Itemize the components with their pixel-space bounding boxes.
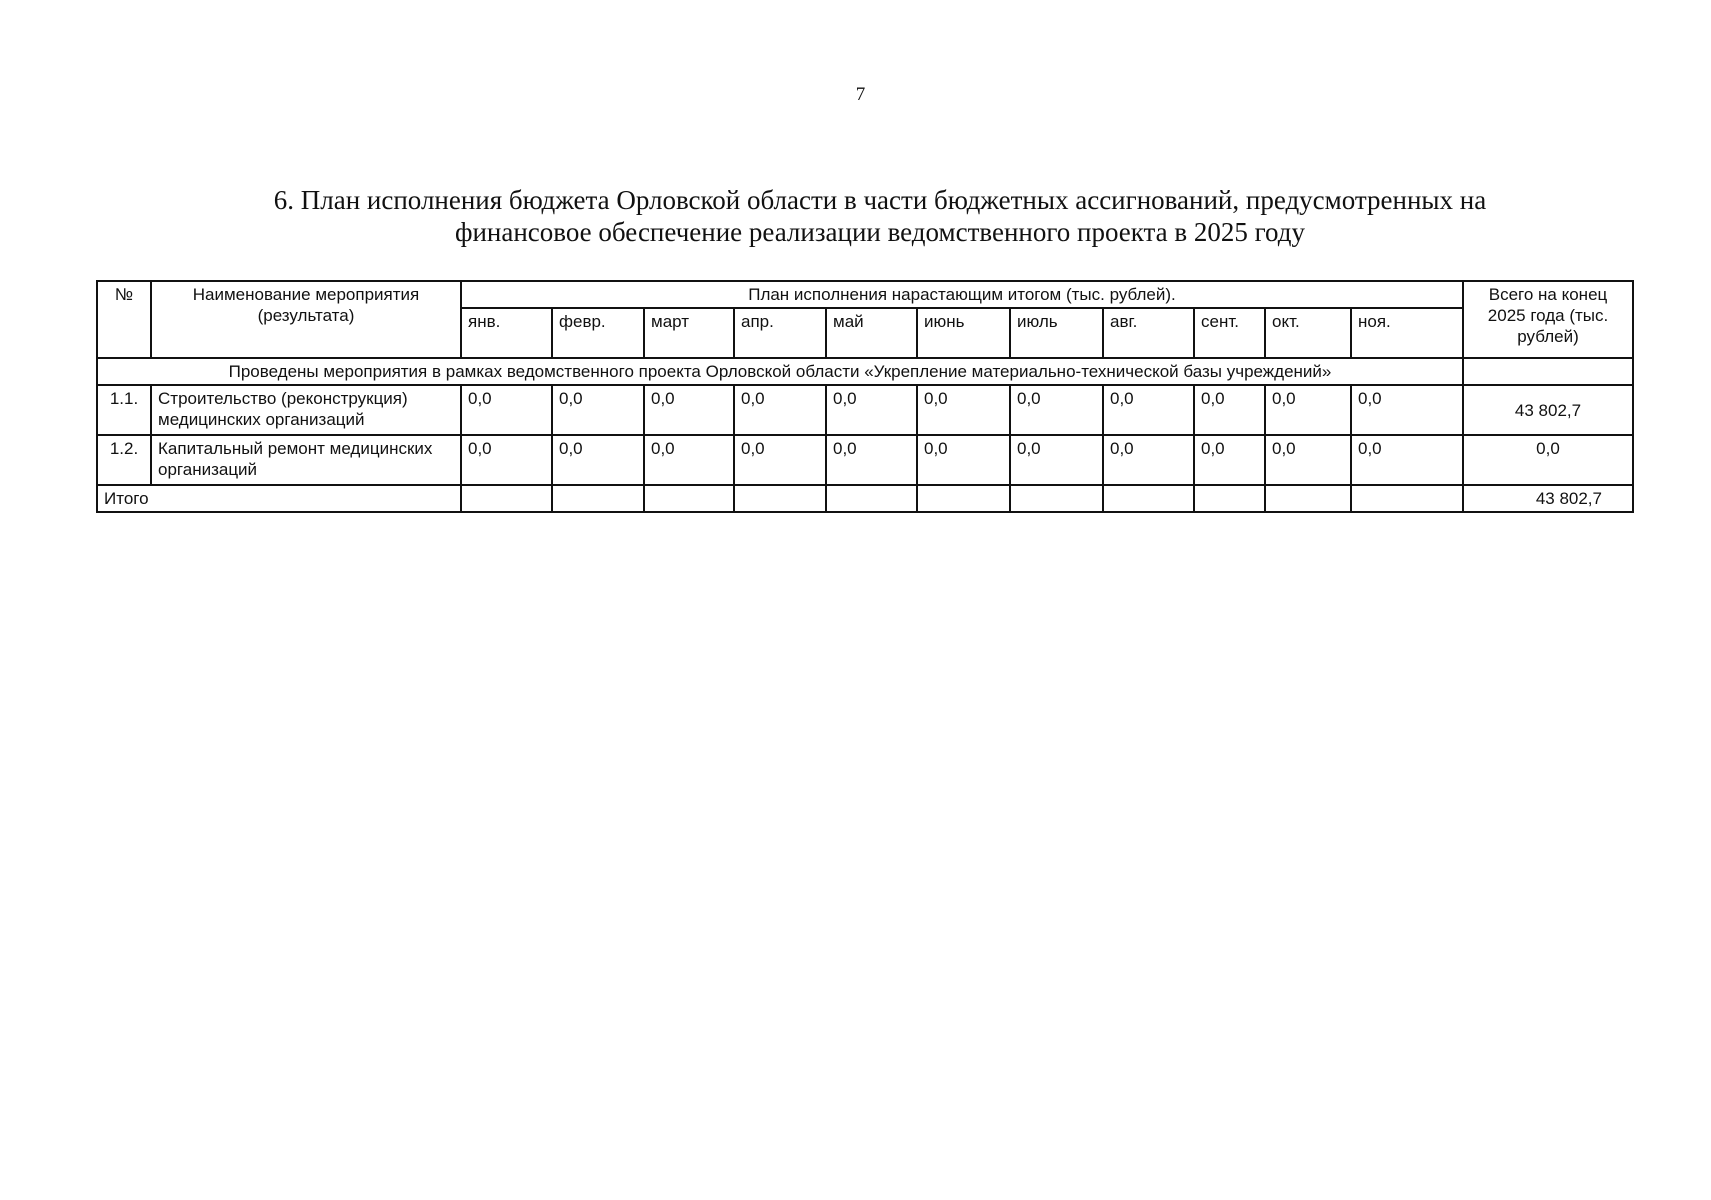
row-value: 0,0 (552, 385, 644, 435)
footer-empty (461, 485, 552, 512)
row-value: 0,0 (1265, 435, 1351, 485)
row-value: 0,0 (826, 385, 917, 435)
header-month: сент. (1194, 308, 1265, 358)
row-value: 0,0 (461, 385, 552, 435)
header-name: Наименование мероприятия (результата) (151, 281, 461, 358)
title-line-1: 6. План исполнения бюджета Орловской области в части бюджетных ассигнований, предусмотренных на (273, 185, 1487, 215)
header-month: янв. (461, 308, 552, 358)
row-value: 0,0 (826, 435, 917, 485)
row-value: 0,0 (644, 385, 734, 435)
header-month: ноя. (1351, 308, 1463, 358)
header-num: № (97, 281, 151, 358)
row-total: 43 802,7 (1463, 385, 1633, 435)
footer-empty (1194, 485, 1265, 512)
budget-plan-table (96, 280, 1634, 513)
footer-empty (734, 485, 826, 512)
footer-empty (1103, 485, 1194, 512)
section-row (97, 358, 1633, 385)
row-value: 0,0 (1103, 385, 1194, 435)
footer-empty (1265, 485, 1351, 512)
row-value: 0,0 (1103, 435, 1194, 485)
footer-label: Итого (97, 485, 461, 512)
header-month: окт. (1265, 308, 1351, 358)
footer-empty (552, 485, 644, 512)
row-num: 1.1. (97, 385, 151, 435)
title-line-2: финансовое обеспечение реализации ведомственного проекта в 2025 году (454, 217, 1306, 247)
row-value: 0,0 (552, 435, 644, 485)
row-value: 0,0 (1351, 435, 1463, 485)
header-month: апр. (734, 308, 826, 358)
header-month: июнь (917, 308, 1010, 358)
footer-empty (644, 485, 734, 512)
footer-total: 43 802,7 (1463, 485, 1633, 512)
header-month: май (826, 308, 917, 358)
row-value: 0,0 (1010, 385, 1103, 435)
row-value: 0,0 (917, 385, 1010, 435)
footer-empty (917, 485, 1010, 512)
header-total: Всего на конец 2025 года (тыс. рублей) (1463, 281, 1633, 358)
section-total-empty (1463, 358, 1633, 385)
page-number: 7 (855, 84, 866, 105)
row-value: 0,0 (461, 435, 552, 485)
row-value: 0,0 (1265, 385, 1351, 435)
footer-empty (1351, 485, 1463, 512)
table-row (97, 435, 1633, 485)
table-footer-row (97, 485, 1633, 512)
document-title (220, 184, 1540, 248)
table-row (97, 385, 1633, 435)
header-month: февр. (552, 308, 644, 358)
header-month: март (644, 308, 734, 358)
row-total: 0,0 (1463, 435, 1633, 485)
row-name: Капитальный ремонт медицинских организаций (151, 435, 461, 485)
header-month: июль (1010, 308, 1103, 358)
row-name: Строительство (реконструкция) медицинских организаций (151, 385, 461, 435)
footer-empty (1010, 485, 1103, 512)
row-value: 0,0 (734, 435, 826, 485)
footer-empty (826, 485, 917, 512)
table-header-row (97, 281, 1633, 308)
row-value: 0,0 (1351, 385, 1463, 435)
row-num: 1.2. (97, 435, 151, 485)
row-value: 0,0 (734, 385, 826, 435)
row-value: 0,0 (1010, 435, 1103, 485)
row-value: 0,0 (644, 435, 734, 485)
row-value: 0,0 (1194, 385, 1265, 435)
header-month: авг. (1103, 308, 1194, 358)
row-value: 0,0 (1194, 435, 1265, 485)
section-title: Проведены мероприятия в рамках ведомственного проекта Орловской области «Укрепление материально-технической базы учреждений» (97, 358, 1463, 385)
row-value: 0,0 (917, 435, 1010, 485)
header-plan: План исполнения нарастающим итогом (тыс. рублей). (461, 281, 1463, 308)
